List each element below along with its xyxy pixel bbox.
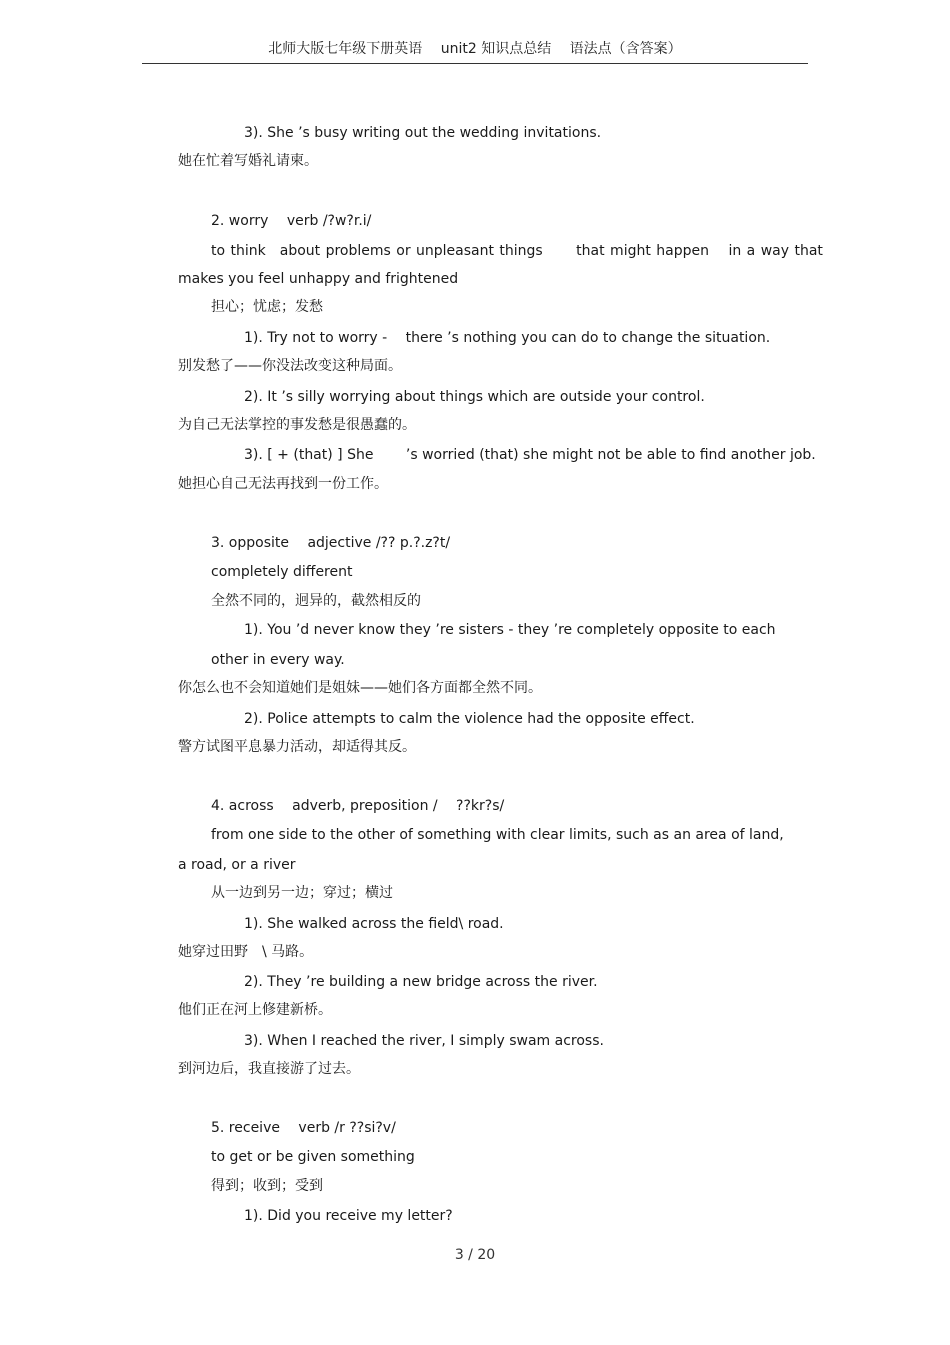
example-sentence: 2). It ’s silly worrying about things which are outside your control.: [244, 389, 705, 405]
example-sentence-cont: other in every way.: [211, 652, 345, 668]
header-rule: [142, 63, 808, 64]
translation: 你怎么也不会知道她们是姐妹——她们各方面都全然不同。: [178, 680, 542, 696]
chinese-meaning: 从一边到另一边；穿过；横过: [211, 885, 393, 901]
vocab-heading-worry: 2. worry verb /?w?r.i/: [211, 213, 372, 229]
chinese-meaning: 得到；收到；受到: [211, 1178, 323, 1194]
translation: 警方试图平息暴力活动，却适得其反。: [178, 739, 416, 755]
definition: completely different: [211, 564, 353, 580]
example-sentence: 2). They ’re building a new bridge across the river.: [244, 974, 598, 990]
definition-cont: makes you feel unhappy and frightened: [178, 271, 459, 287]
translation: 她穿过田野 \ 马路。: [178, 944, 314, 960]
example-sentence: 3). When I reached the river, I simply swam across.: [244, 1033, 604, 1049]
definition: from one side to the other of something with clear limits, such as an area of land,: [211, 827, 784, 843]
example-sentence: 1). She walked across the field\ road.: [244, 916, 504, 932]
page-header-title: 北师大版七年级下册英语 unit2 知识点总结 语法点（含答案）: [268, 41, 682, 57]
vocab-heading-receive: 5. receive verb /r ??si?v/: [211, 1120, 396, 1136]
definition-cont: a road, or a river: [178, 857, 296, 873]
chinese-meaning: 全然不同的，迥异的，截然相反的: [211, 593, 421, 609]
definition: to get or be given something: [211, 1149, 415, 1165]
example-sentence: 1). Try not to worry - there ’s nothing you can do to change the situation.: [244, 330, 771, 346]
example-sentence: 1). You ’d never know they ’re sisters - they ’re completely opposite to each: [244, 622, 776, 638]
example-sentence: 2). Police attempts to calm the violence had the opposite effect.: [244, 711, 695, 727]
page-number: 3 / 20: [454, 1247, 496, 1263]
translation: 到河边后，我直接游了过去。: [178, 1061, 360, 1077]
vocab-heading-opposite: 3. opposite adjective /?? p.?.z?t/: [211, 535, 451, 551]
translation: 她在忙着写婚礼请柬。: [178, 153, 318, 169]
translation: 她担心自己无法再找到一份工作。: [178, 476, 388, 492]
translation: 他们正在河上修建新桥。: [178, 1002, 332, 1018]
translation: 别发愁了——你没法改变这种局面。: [178, 358, 402, 374]
translation: 为自己无法掌控的事发愁是很愚蠢的。: [178, 417, 416, 433]
definition: to think about problems or unpleasant things that might happen in a way that: [211, 243, 823, 259]
example-sentence: 3). [ + (that) ] She ’s worried (that) she might not be able to find another job.: [244, 447, 816, 463]
chinese-meaning: 担心；忧虑；发愁: [211, 299, 323, 315]
example-sentence: 3). She ’s busy writing out the wedding invitations.: [244, 125, 602, 141]
vocab-heading-across: 4. across adverb, preposition / ??kr?s/: [211, 798, 505, 814]
example-sentence: 1). Did you receive my letter?: [244, 1208, 453, 1224]
